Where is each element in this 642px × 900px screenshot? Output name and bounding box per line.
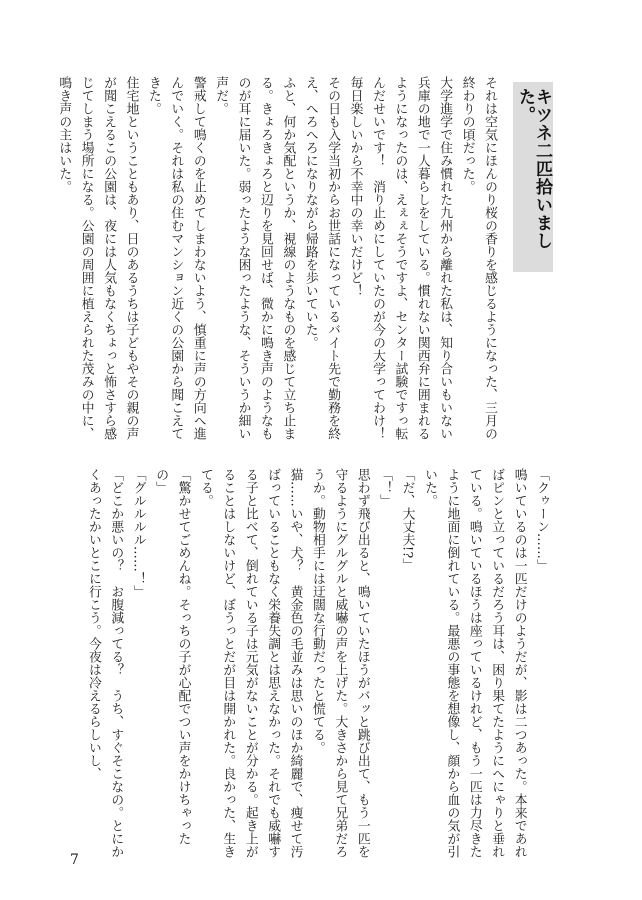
chapter-title-box [513, 82, 553, 272]
paragraph: 「どこか悪いの？ お腹減ってる？ うち、すぐそこなの。とにかくあったかいとこに行こう。今夜は冷えるらしいし、 [85, 468, 124, 858]
paragraph: 「クゥーン……」 [534, 468, 549, 572]
lower-text-block [81, 468, 552, 858]
paragraph: 思わず飛び出ると、鳴いていたほうがバッと跳び出て、もう一匹を守るようにグルグルと威嚇の声を上げた。大きさから見て兄弟だろうか。動物相手には迂闊な行動だったと慌てる。 [309, 468, 370, 858]
page-number: 7 [70, 852, 79, 868]
upper-text-block [52, 76, 500, 453]
chapter-title: キツネ二匹拾いました。 [515, 88, 552, 250]
paragraph: その日も入学当初からお世話になっているバイト先で勤務を終え、へろへろになりながら帰路を歩いていた。 [302, 76, 341, 440]
paragraph: 猫……いや、犬？ 黄金色の毛並みは思いのほか綺麗で、痩せて汚ばっていることもなく栄養失調とは思えなかった。それでも威嚇する子と比べて、倒れている子は元気がないことが分かる。起き上がることはしないけど、ぼうっとだが目は開かれた。良かった、生きてる。 [197, 468, 303, 858]
paragraph: 鳴いているのは一匹だけのようだが、影は二つあった。本来であればピンと立っているだろう耳は、困り果てたようにへにゃりと垂れている。鳴いているほうは座っているけれど、もう一匹は力尽きたように地面に倒れている。最悪の事態を想像し、顔から血の気が引いた。 [421, 468, 527, 858]
paragraph: 警戒して鳴くのを止めてしまわないよう、慎重に声の方向へ進んでいく。それは私の住むマンション近くの公園から聞こえてきた。 [145, 76, 206, 440]
paragraph: ふと、何か気配というか、視線のようなものを感じて立ち止まる。きょろきょろと辺りを見回せば、微かに鳴き声のようなものが耳に届いた。弱ったような困ったような、そういうか細い声だ。 [213, 76, 296, 440]
paragraph: 「！」 [377, 468, 393, 507]
paragraph: それは空気にほんのり桜の香りを感じるようになった、三月の終わりの頃だった。 [459, 76, 497, 440]
paragraph: 「だ、大丈夫!?」 [399, 468, 415, 572]
paragraph: 大学進学で住み慣れた九州から離れた私は、知り合いもいない兵庫の地で一人暮らしをしている。慣れない関西弁に囲まれるようになったのは、えぇぇそうですよ、センター試験ですっ転んだせいです！ 消り止めにしていたのが今の大学ってわけ！ 毎日楽しいから不幸中の幸いだけど！ [347, 76, 453, 453]
paragraph: 「驚かせてごめんね。そっちの子が心配でつい声をかけちゃったの」 [153, 468, 191, 845]
paragraph: 「グルルルル……！」 [130, 468, 146, 598]
paragraph: 住宅地ということもあり、日のあるうちは子どもやその親の声が聞こえるこの公園は、夜には人気もなくちょっと怖さすら感じてしまう場所になる。公園の周囲に植えられた茂みの中に、鳴き声の主はいた。 [56, 76, 139, 440]
